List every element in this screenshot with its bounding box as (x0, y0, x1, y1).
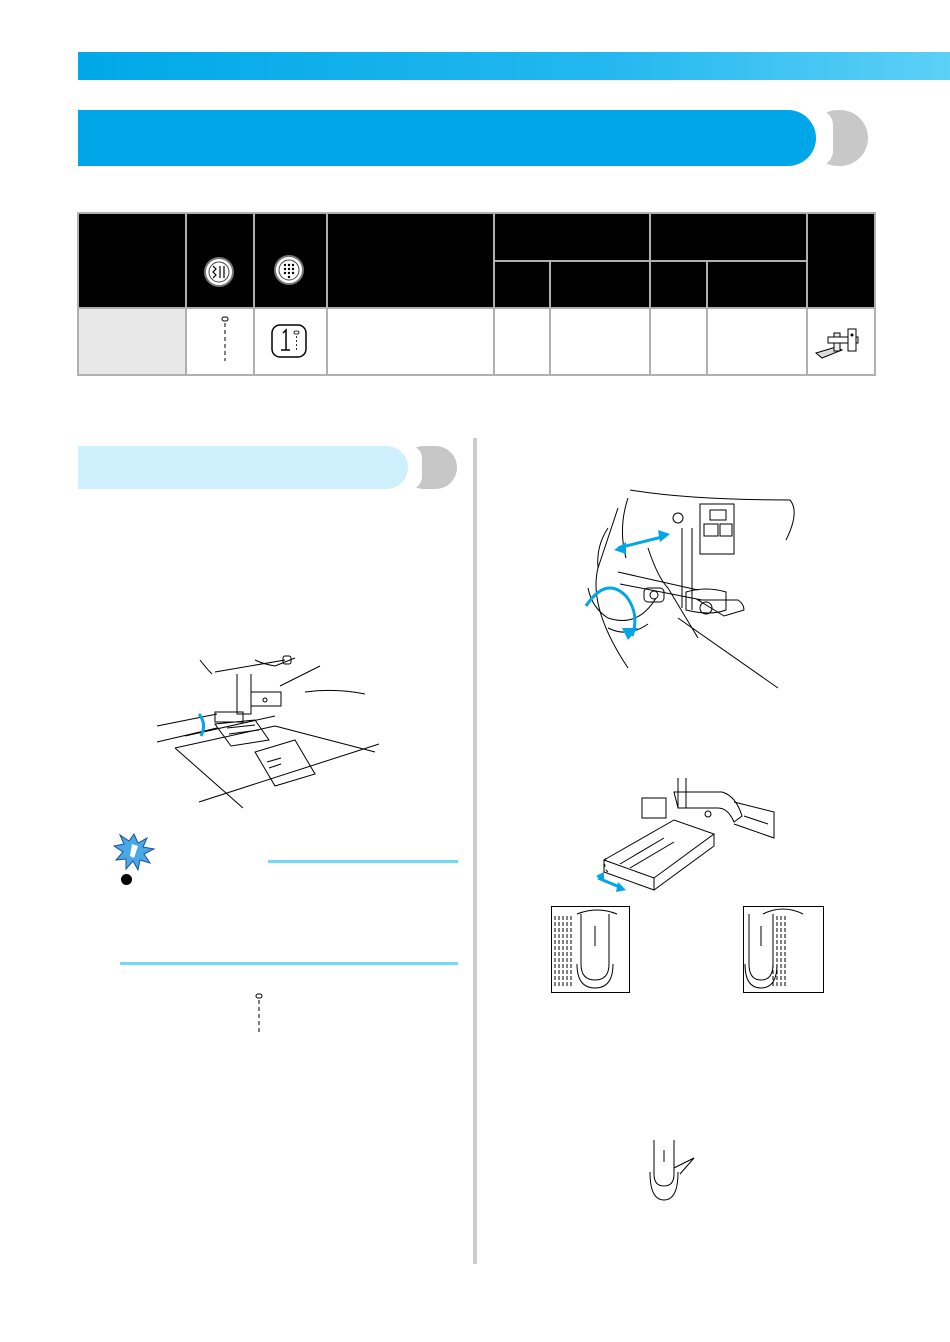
note-text (140, 868, 450, 948)
stitch-settings-table (77, 212, 876, 376)
subsection-title-band (78, 446, 408, 489)
foot-attachment-illustration (155, 652, 385, 812)
table-cell-stitch (186, 308, 254, 375)
table-header-stitch-select (186, 213, 254, 308)
straight-stitch-icon (187, 309, 251, 369)
stitch-selection-icon (187, 214, 251, 302)
column-divider (473, 438, 477, 1264)
table-header-length (650, 213, 807, 261)
stitch-key-1-icon (255, 309, 324, 369)
note-rule-top (268, 860, 458, 863)
guide-adjust-illustration (578, 488, 798, 688)
stitch-position-left-diagram (551, 906, 631, 994)
table-cell-auto-width (494, 308, 550, 375)
pattern-number-icon (255, 214, 324, 302)
table-subheader-manual-width (550, 261, 650, 309)
table-cell-auto-length (650, 308, 707, 375)
note-bullet (121, 874, 132, 885)
table-cell-application (327, 308, 494, 375)
table-header-foot (807, 213, 875, 308)
table-cell-foot (807, 308, 875, 375)
table-row-label (78, 308, 186, 375)
note-burst-icon (114, 834, 154, 870)
table-cell-manual-width (550, 308, 650, 375)
straight-stitch-inline-icon (253, 994, 265, 1034)
presser-foot-icon (808, 309, 874, 369)
table-cell-manual-length (707, 308, 807, 375)
header-bar (78, 52, 950, 80)
table-header-pattern-select (254, 213, 327, 308)
table-subheader-auto-length (650, 261, 707, 309)
table-subheader-manual-length (707, 261, 807, 309)
stitch-position-right-diagram (743, 906, 825, 994)
section-title-band (78, 110, 816, 166)
buttonhole-foot-guide-illustration (594, 776, 784, 896)
table-header-width (494, 213, 650, 261)
table-subheader-auto-width (494, 261, 550, 309)
table-header-cell (78, 213, 186, 308)
table-cell-pattern (254, 308, 327, 375)
foot-marker-diagram (648, 1138, 696, 1204)
table-header-application (327, 213, 494, 308)
note-rule-bottom (120, 962, 458, 965)
